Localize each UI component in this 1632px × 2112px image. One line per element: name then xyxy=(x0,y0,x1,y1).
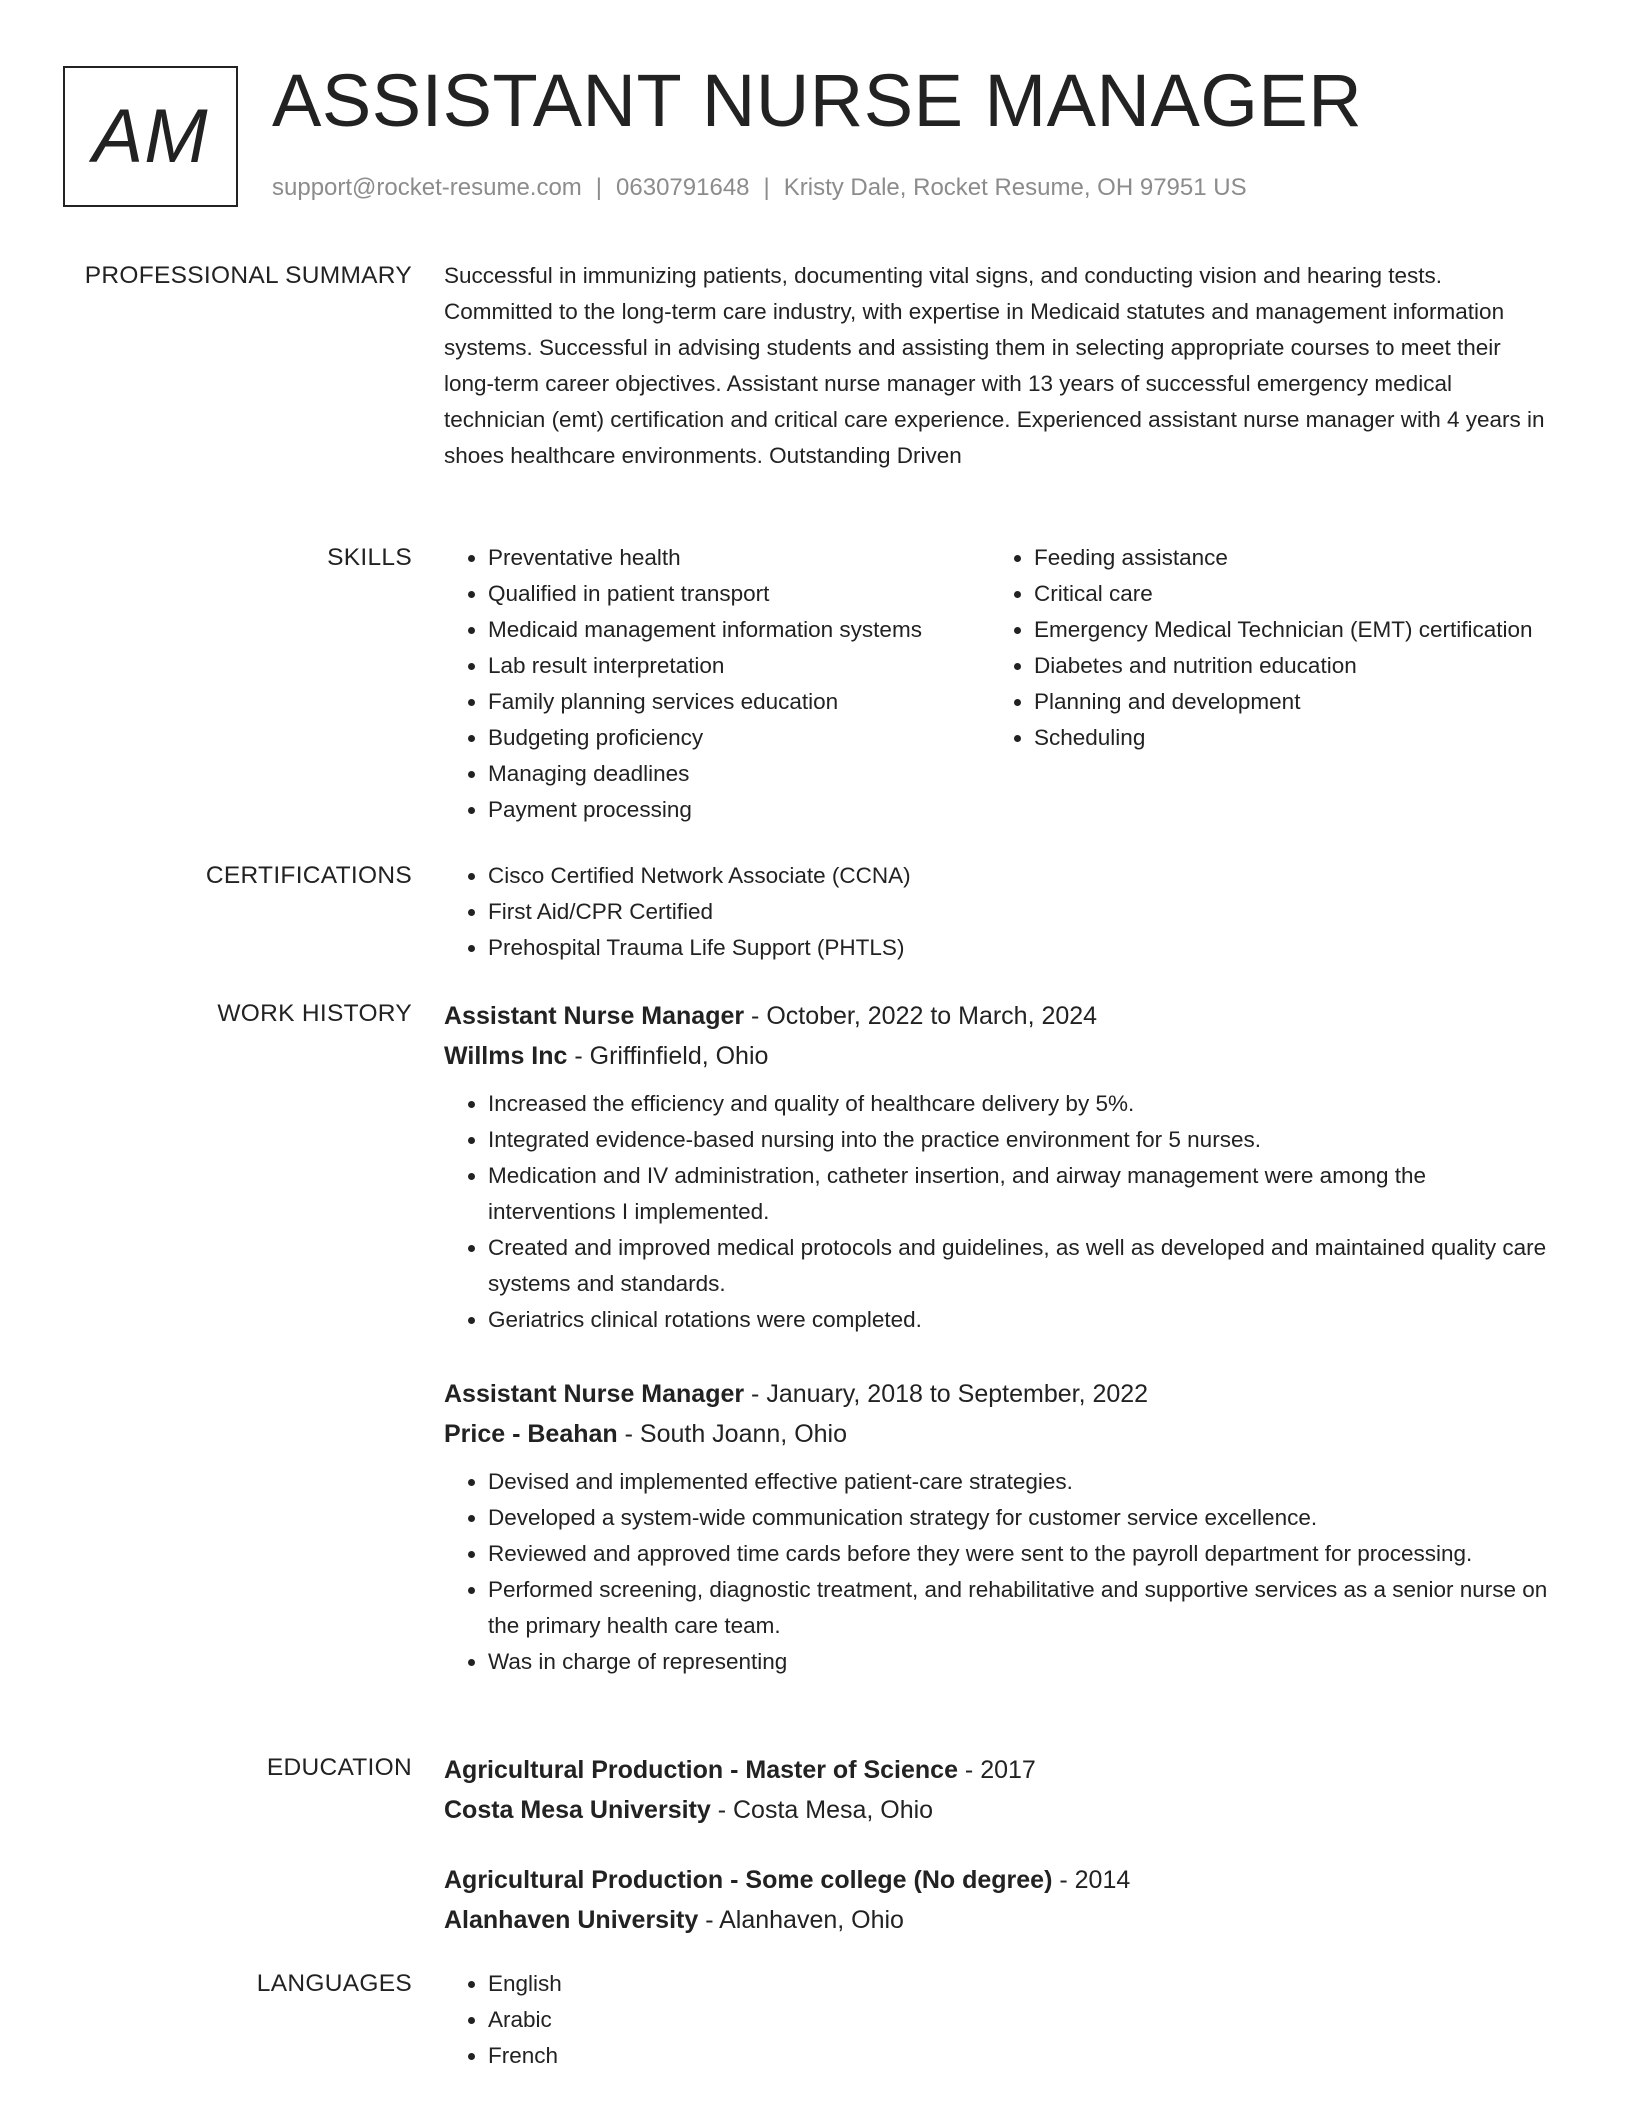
job-bullet: • Reviewed and approved time cards before they were sent to the payroll department for processing. xyxy=(488,1536,1554,1572)
education-degree: Agricultural Production - Some college (No degree) xyxy=(444,1866,1053,1894)
skill-item: • Budgeting proficiency xyxy=(488,720,990,756)
certification-item: • Cisco Certified Network Associate (CCNA) xyxy=(488,858,1554,894)
education-degree-line xyxy=(444,1860,1554,1900)
job-bullet: • Developed a system-wide communication strategy for customer service excellence. xyxy=(488,1500,1554,1536)
skill-item: • Diabetes and nutrition education xyxy=(1034,648,1594,684)
languages-list xyxy=(444,1966,1554,2074)
education-entry xyxy=(444,1860,1554,1940)
education-school-line xyxy=(444,1790,1554,1830)
resume-title: ASSISTANT NURSE MANAGER xyxy=(272,59,1363,142)
certification-item: • Prehospital Trauma Life Support (PHTLS) xyxy=(488,930,1554,966)
job-bullets xyxy=(444,1464,1554,1680)
job-location: - South Joann, Ohio xyxy=(617,1420,847,1448)
job-company: Willms Inc xyxy=(444,1042,568,1070)
section-label-languages: LANGUAGES xyxy=(256,1970,412,1997)
summary-text: Successful in immunizing patients, documenting vital signs, and conducting vision and hearing tests. Committed to the long-term care industry, with expertise in Medicaid statutes and management information systems. Successful in advising students and assisting them in selecting appropriate courses to meet their long-term career objectives. Assistant nurse manager with 13 years of successful emergency medical technician (emt) certification and critical care experience. Experienced assistant nurse manager with 4 years in shoes healthcare environments. Outstanding Driven xyxy=(444,263,1545,468)
language-item: • English xyxy=(488,1966,1554,2002)
skill-item: • Feeding assistance xyxy=(1034,540,1594,576)
education-year: - 2017 xyxy=(957,1756,1036,1784)
certifications-list xyxy=(444,858,1554,966)
job-entry xyxy=(444,996,1554,1338)
skill-item: • Planning and development xyxy=(1034,684,1594,720)
skill-item: • Payment processing xyxy=(488,792,990,828)
work-history-body xyxy=(444,996,1554,1352)
job-bullet: • Integrated evidence-based nursing into the practice environment for 5 nurses. xyxy=(488,1122,1554,1158)
education-year: - 2014 xyxy=(1052,1866,1131,1894)
work-history-body-2 xyxy=(444,1374,1554,1694)
job-title-line xyxy=(444,996,1554,1036)
education-school: Alanhaven University xyxy=(444,1906,699,1934)
skill-item: • Lab result interpretation xyxy=(488,648,990,684)
education-degree: Agricultural Production - Master of Science xyxy=(444,1756,958,1784)
skill-item: • Qualified in patient transport xyxy=(488,576,990,612)
education-school: Costa Mesa University xyxy=(444,1796,711,1824)
contact-address: Kristy Dale, Rocket Resume, OH 97951 US xyxy=(783,174,1247,201)
contact-separator: | xyxy=(763,174,770,201)
language-item: • French xyxy=(488,2038,1554,2074)
job-bullet: • Devised and implemented effective patient-care strategies. xyxy=(488,1464,1554,1500)
section-label-work-history: WORK HISTORY xyxy=(217,1000,412,1027)
monogram-initials: AM xyxy=(92,94,209,179)
job-title: Assistant Nurse Manager xyxy=(444,1002,745,1030)
skill-item: • Critical care xyxy=(1034,576,1594,612)
section-label-certifications: CERTIFICATIONS xyxy=(205,862,412,889)
summary-body xyxy=(444,258,1554,474)
skills-body xyxy=(444,540,1554,828)
contact-line xyxy=(272,174,1247,202)
contact-phone[interactable]: 0630791648 xyxy=(616,174,750,201)
education-degree-line xyxy=(444,1750,1554,1790)
job-dates: - January, 2018 to September, 2022 xyxy=(744,1380,1149,1408)
job-bullet: • Increased the efficiency and quality of healthcare delivery by 5%. xyxy=(488,1086,1554,1122)
education-body-2 xyxy=(444,1860,1554,1950)
skills-list-left xyxy=(444,540,990,828)
job-company-line xyxy=(444,1036,1554,1076)
job-bullet: • Created and improved medical protocols and guidelines, as well as developed and maintained quality care systems and standards. xyxy=(488,1230,1554,1302)
job-company: Price - Beahan xyxy=(444,1420,618,1448)
job-title-line xyxy=(444,1374,1554,1414)
language-item: • Arabic xyxy=(488,2002,1554,2038)
job-bullet: • Medication and IV administration, catheter insertion, and airway management were among the interventions I implemented. xyxy=(488,1158,1554,1230)
skill-item: • Managing deadlines xyxy=(488,756,990,792)
education-school-line xyxy=(444,1900,1554,1940)
education-location: - Costa Mesa, Ohio xyxy=(710,1796,934,1824)
skill-item: • Emergency Medical Technician (EMT) certification xyxy=(1034,612,1594,648)
education-body xyxy=(444,1750,1554,1840)
job-entry xyxy=(444,1374,1554,1680)
languages-body xyxy=(444,1966,1554,2074)
contact-separator: | xyxy=(595,174,603,201)
skill-item: • Scheduling xyxy=(1034,720,1594,756)
education-location: - Alanhaven, Ohio xyxy=(698,1906,904,1934)
job-bullets xyxy=(444,1086,1554,1338)
job-bullet: • Geriatrics clinical rotations were completed. xyxy=(488,1302,1554,1338)
monogram-box xyxy=(63,66,238,207)
job-location: - Griffinfield, Ohio xyxy=(567,1042,769,1070)
section-label-education: EDUCATION xyxy=(266,1754,412,1781)
skill-item: • Preventative health xyxy=(488,540,990,576)
job-bullet: • Performed screening, diagnostic treatment, and rehabilitative and supportive services as a senior nurse on the primary health care team. xyxy=(488,1572,1554,1644)
certification-item: • First Aid/CPR Certified xyxy=(488,894,1554,930)
certifications-body xyxy=(444,858,1554,966)
job-company-line xyxy=(444,1414,1554,1454)
section-label-summary: PROFESSIONAL SUMMARY xyxy=(84,262,412,289)
skill-item: • Medicaid management information systems xyxy=(488,612,990,648)
section-label-skills: SKILLS xyxy=(327,544,412,571)
job-dates: - October, 2022 to March, 2024 xyxy=(744,1002,1098,1030)
job-bullet: • Was in charge of representing xyxy=(488,1644,1554,1680)
skills-list-right xyxy=(990,540,1594,828)
education-entry xyxy=(444,1750,1554,1830)
skill-item: • Family planning services education xyxy=(488,684,990,720)
contact-email[interactable]: support@rocket-resume.com xyxy=(272,174,582,201)
job-title: Assistant Nurse Manager xyxy=(444,1380,745,1408)
